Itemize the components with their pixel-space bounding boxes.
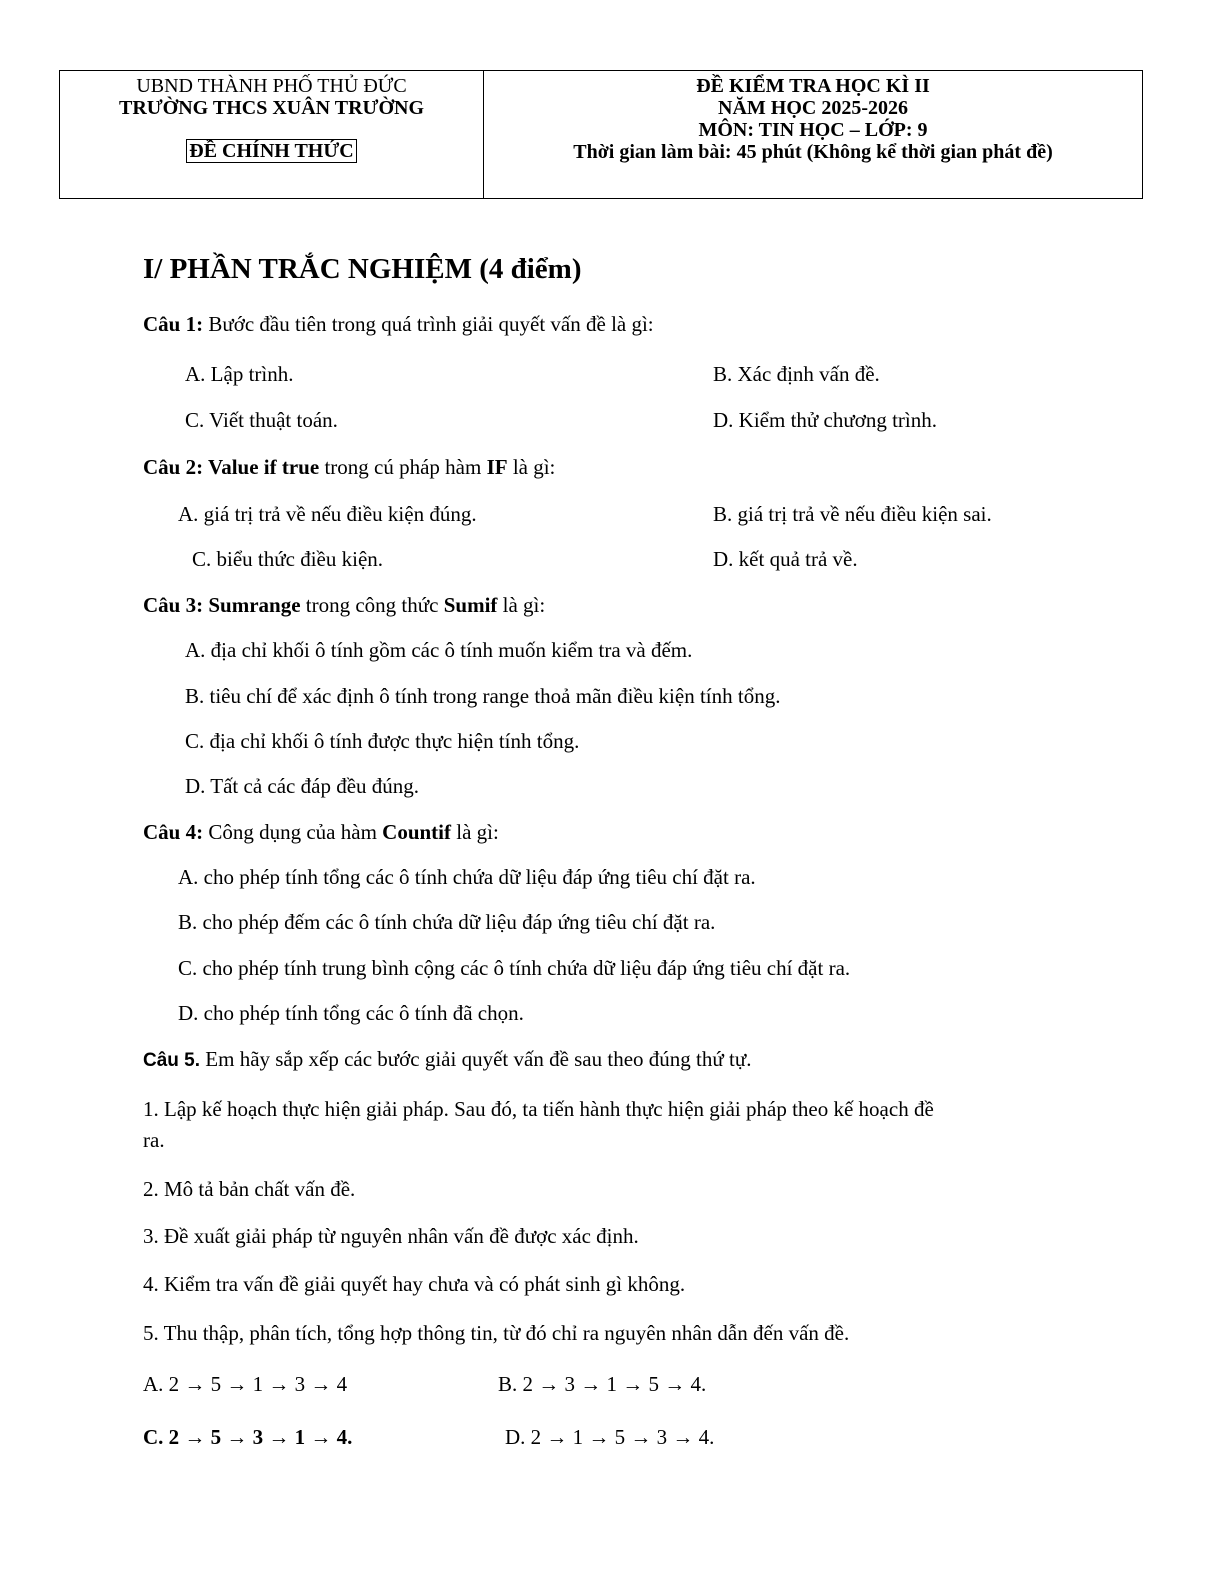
- header-left-cell: [60, 71, 484, 198]
- q1-option-d: D. Kiểm thử chương trình.: [713, 408, 938, 432]
- q2-option-d: D. kết quả trả về.: [713, 547, 858, 571]
- q3-option-c: C. địa chỉ khối ô tính được thực hiện tính tổng.: [185, 729, 580, 753]
- q5-option-b: B. 2 → 3 → 1 → 5 → 4.: [498, 1372, 707, 1396]
- q1-option-a: A. Lập trình.: [185, 362, 294, 386]
- question-text: Công dụng của hàm: [203, 820, 383, 844]
- question-4: [143, 819, 499, 845]
- question-label: Câu 4:: [143, 820, 204, 844]
- q5-step-1: 1. Lập kế hoạch thực hiện giải pháp. Sau đó, ta tiến hành thực hiện giải pháp theo kế hoạch đề: [143, 1097, 934, 1121]
- q3-option-d: D. Tất cả các đáp đều đúng.: [185, 774, 420, 798]
- question-text-end: là gì:: [451, 820, 499, 844]
- exam-title: ĐỀ KIỂM TRA HỌC KÌ II: [696, 75, 930, 97]
- header-right-cell: [484, 71, 1142, 198]
- q1-option-c: C. Viết thuật toán.: [185, 408, 338, 432]
- question-text-end: là gì:: [507, 455, 556, 479]
- q5-option-a: A. 2 → 5 → 1 → 3 → 4: [143, 1372, 348, 1396]
- question-2: [143, 454, 555, 480]
- q3-option-b: B. tiêu chí để xác định ô tính trong range thoả mãn điều kiện tính tổng.: [185, 684, 781, 708]
- q5-step-1-cont: ra.: [143, 1128, 165, 1152]
- official-label: ĐỀ CHÍNH THỨC: [186, 139, 356, 163]
- term-sumrange: Sumrange: [203, 593, 301, 617]
- term-countif: Countif: [382, 820, 452, 844]
- question-label: Câu 5.: [143, 1050, 201, 1071]
- district-name: UBND THÀNH PHỐ THỦ ĐỨC: [136, 75, 407, 97]
- question-3: [143, 592, 545, 618]
- term-sumif: Sumif: [443, 593, 498, 617]
- q2-option-b: B. giá trị trả về nếu điều kiện sai.: [713, 502, 992, 526]
- q3-option-a: A. địa chỉ khối ô tính gồm các ô tính muốn kiểm tra và đếm.: [185, 638, 693, 662]
- question-5: [143, 1046, 751, 1074]
- time-allowed: Thời gian làm bài: 45 phút (Không kể thời gian phát đề): [573, 141, 1053, 163]
- question-text: trong cú pháp hàm: [319, 455, 487, 479]
- question-1: [143, 311, 654, 337]
- q5-option-c: C. 2 → 5 → 3 → 1 → 4.: [143, 1425, 353, 1449]
- section-title: I/ PHẦN TRẮC NGHIỆM (4 điểm): [143, 253, 582, 285]
- question-label: Câu 3:: [143, 593, 204, 617]
- q4-option-d: D. cho phép tính tổng các ô tính đã chọn.: [178, 1001, 524, 1025]
- question-text-end: là gì:: [497, 593, 546, 617]
- q4-option-a: A. cho phép tính tổng các ô tính chứa dữ liệu đáp ứng tiêu chí đặt ra.: [178, 865, 756, 889]
- q5-step-5: 5. Thu thập, phân tích, tổng hợp thông tin, từ đó chỉ ra nguyên nhân dẫn đến vấn đề.: [143, 1321, 850, 1345]
- school-year: NĂM HỌC 2025-2026: [718, 97, 908, 119]
- subject-grade: MÔN: TIN HỌC – LỚP: 9: [698, 119, 928, 141]
- question-text: Bước đầu tiên trong quá trình giải quyết vấn đề là gì:: [203, 312, 654, 336]
- q5-step-2: 2. Mô tả bản chất vấn đề.: [143, 1177, 356, 1201]
- school-name: TRƯỜNG THCS XUÂN TRƯỜNG: [118, 97, 425, 119]
- q5-option-d: D. 2 → 1 → 5 → 3 → 4.: [505, 1425, 715, 1449]
- question-label: Câu 2:: [143, 455, 204, 479]
- question-text: Em hãy sắp xếp các bước giải quyết vấn đề sau theo đúng thứ tự.: [200, 1047, 752, 1071]
- term-value-if-true: Value if true: [203, 455, 320, 479]
- q2-option-c: C. biểu thức điều kiện.: [192, 547, 384, 571]
- question-label: Câu 1:: [143, 312, 204, 336]
- q2-option-a: A. giá trị trả về nếu điều kiện đúng.: [178, 502, 477, 526]
- question-text: trong công thức: [300, 593, 444, 617]
- q5-step-4: 4. Kiểm tra vấn đề giải quyết hay chưa và có phát sinh gì không.: [143, 1272, 686, 1296]
- term-if: IF: [486, 455, 508, 479]
- header-table: [59, 70, 1143, 199]
- q4-option-c: C. cho phép tính trung bình cộng các ô tính chứa dữ liệu đáp ứng tiêu chí đặt ra.: [178, 956, 851, 980]
- q1-option-b: B. Xác định vấn đề.: [713, 362, 880, 386]
- q4-option-b: B. cho phép đếm các ô tính chứa dữ liệu đáp ứng tiêu chí đặt ra.: [178, 910, 716, 934]
- q5-step-3: 3. Đề xuất giải pháp từ nguyên nhân vấn đề được xác định.: [143, 1224, 639, 1248]
